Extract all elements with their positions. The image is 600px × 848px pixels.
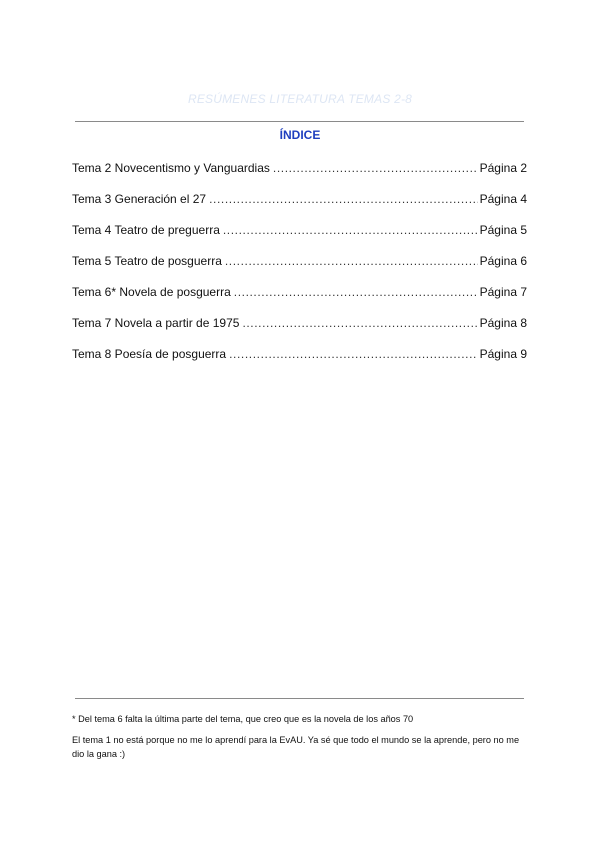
toc-dot-leader: [223, 222, 478, 238]
document-header-title: RESÚMENES LITERATURA TEMAS 2-8: [187, 92, 413, 106]
toc-entry-page: Página 4: [479, 192, 527, 206]
toc-entry: [72, 222, 527, 253]
footer-divider: [75, 698, 524, 699]
header-divider: [75, 121, 524, 122]
toc-entry-title: Tema 4 Teatro de preguerra: [72, 223, 220, 237]
toc-entry-page: Página 9: [479, 347, 527, 361]
toc-entry: [72, 253, 527, 284]
toc-dot-leader: [234, 284, 478, 300]
toc-entry-title: Tema 5 Teatro de posguerra: [72, 254, 222, 268]
toc-entry-title: Tema 7 Novela a partir de 1975: [72, 316, 240, 330]
toc-dot-leader: [242, 315, 477, 331]
toc-entry: [72, 191, 527, 222]
footnote-missing-part: * Del tema 6 falta la última parte del tema, que creo que es la novela de los años 70: [72, 714, 414, 724]
toc-dot-leader: [209, 191, 478, 207]
toc-entry-page: Página 6: [479, 254, 527, 268]
table-of-contents: [72, 160, 527, 377]
toc-entry-title: Tema 8 Poesía de posguerra: [72, 347, 227, 361]
footnotes: [72, 712, 528, 761]
toc-dot-leader: [229, 346, 478, 362]
toc-entry: [72, 284, 527, 315]
toc-entry-page: Página 2: [479, 161, 527, 175]
toc-entry-title: Tema 2 Novecentismo y Vanguardias: [72, 161, 270, 175]
footnote-tema-1: El tema 1 no está porque no me lo aprendí para la EvAU. Ya sé que todo el mundo se la aprende, pero no me dio la gana :): [72, 735, 520, 759]
toc-entry-page: Página 7: [479, 285, 527, 299]
index-heading: ÍNDICE: [279, 128, 321, 142]
toc-entry-page: Página 8: [479, 316, 527, 330]
toc-entry-title: Tema 6* Novela de posguerra: [72, 285, 231, 299]
toc-entry: [72, 315, 527, 346]
toc-entry-title: Tema 3 Generación el 27: [72, 192, 207, 206]
toc-dot-leader: [273, 160, 478, 176]
toc-entry: [72, 160, 527, 191]
toc-entry-page: Página 5: [479, 223, 527, 237]
toc-dot-leader: [225, 253, 478, 269]
toc-entry: [72, 346, 527, 377]
